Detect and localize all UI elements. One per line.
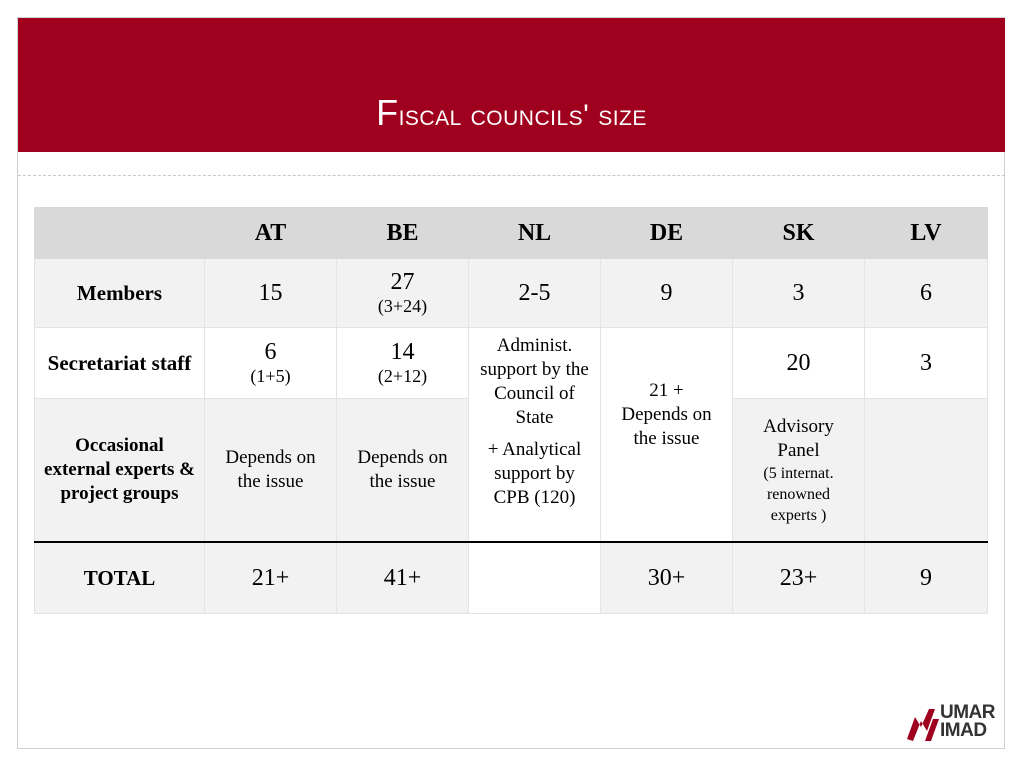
header-lv: LV bbox=[865, 208, 988, 259]
total-label: TOTAL bbox=[35, 542, 205, 614]
members-label: Members bbox=[35, 259, 205, 328]
header-sk: SK bbox=[733, 208, 865, 259]
nl-admin-support: Administ. support by the Council of State bbox=[480, 335, 589, 428]
secretariat-be-main: 14 bbox=[390, 339, 415, 365]
secretariat-label: Secretariat staff bbox=[35, 328, 205, 399]
header-nl: NL bbox=[469, 208, 601, 259]
total-de: 30+ bbox=[601, 542, 733, 614]
secretariat-sk: 20 bbox=[733, 328, 865, 399]
external-label: Occasional external experts & project groups bbox=[35, 399, 205, 543]
members-at: 15 bbox=[205, 259, 337, 328]
header-row bbox=[35, 208, 988, 259]
total-row bbox=[35, 542, 988, 614]
members-de: 9 bbox=[601, 259, 733, 328]
external-sk bbox=[733, 399, 865, 543]
de-depends: Depends on the issue bbox=[621, 403, 712, 449]
total-be: 41+ bbox=[337, 542, 469, 614]
title-rest: iscal councils' size bbox=[398, 99, 647, 132]
header-empty bbox=[35, 208, 205, 259]
members-be-main: 27 bbox=[390, 269, 415, 295]
separator bbox=[18, 175, 1005, 176]
title-initial: F bbox=[376, 92, 399, 133]
logo-wordmark bbox=[940, 704, 995, 740]
de-staff-count: 21 + bbox=[649, 379, 684, 401]
slide-title bbox=[18, 92, 1005, 134]
members-be-sub: (3+24) bbox=[377, 296, 428, 316]
total-lv: 9 bbox=[865, 542, 988, 614]
members-row bbox=[35, 259, 988, 328]
secretariat-at bbox=[205, 328, 337, 399]
total-at: 21+ bbox=[205, 542, 337, 614]
fiscal-councils-table bbox=[34, 207, 988, 614]
total-nl bbox=[469, 542, 601, 614]
secretariat-row bbox=[35, 328, 988, 399]
logo-line-1: UMAR bbox=[940, 702, 995, 723]
header-be: BE bbox=[337, 208, 469, 259]
secretariat-at-sub: (1+5) bbox=[250, 366, 291, 386]
secretariat-at-main: 6 bbox=[264, 339, 277, 365]
external-be: Depends on the issue bbox=[337, 399, 469, 543]
logo-line-2: IMAD bbox=[940, 720, 987, 741]
secretariat-be bbox=[337, 328, 469, 399]
header-de: DE bbox=[601, 208, 733, 259]
nl-analytical-support: + Analytical support by CPB (120) bbox=[487, 439, 582, 508]
secretariat-be-sub: (2+12) bbox=[377, 366, 428, 386]
de-merged-cell bbox=[601, 328, 733, 543]
secretariat-lv: 3 bbox=[865, 328, 988, 399]
header-at: AT bbox=[205, 208, 337, 259]
members-lv: 6 bbox=[865, 259, 988, 328]
nl-merged-cell bbox=[469, 328, 601, 543]
title-band bbox=[18, 18, 1005, 152]
total-sk: 23+ bbox=[733, 542, 865, 614]
members-nl: 2-5 bbox=[469, 259, 601, 328]
advisory-panel: Advisory Panel bbox=[763, 415, 834, 461]
external-lv bbox=[865, 399, 988, 543]
external-at: Depends on the issue bbox=[205, 399, 337, 543]
members-be bbox=[337, 259, 469, 328]
advisory-panel-detail: (5 internat. renowned experts ) bbox=[763, 464, 834, 524]
members-sk: 3 bbox=[733, 259, 865, 328]
